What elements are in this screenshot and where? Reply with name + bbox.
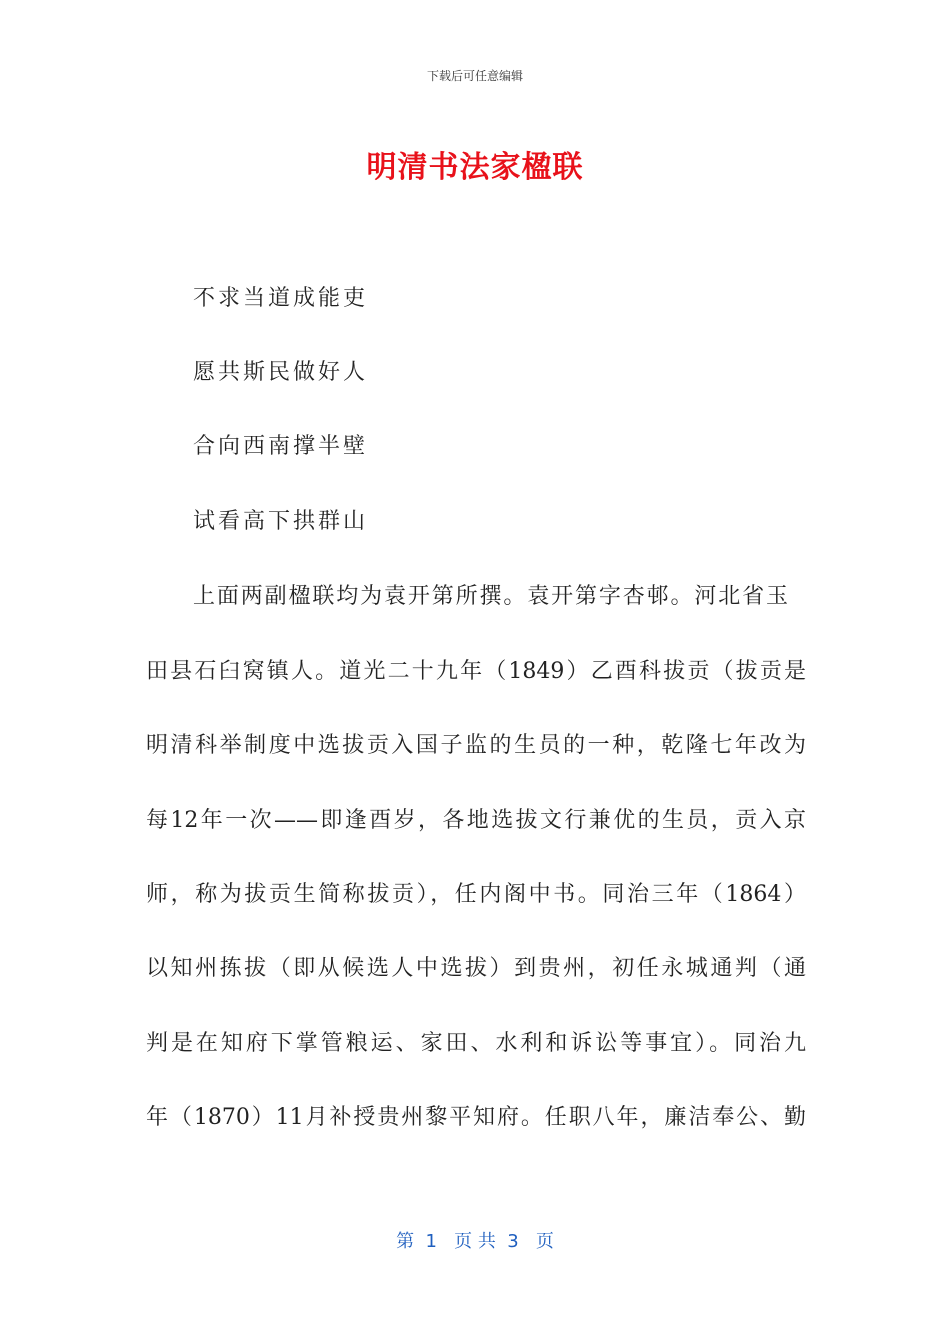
paragraph-line: 年（1870）11月补授贵州黎平知府。任职八年，廉洁奉公、勤 (146, 1105, 806, 1130)
paragraph-line: 师，称为拔贡生简称拔贡），任内阁中书。同治三年（1864） (146, 882, 806, 907)
paragraph-line: 每12年一次——即逢酉岁，各地选拔文行兼优的生员，贡入京 (146, 808, 806, 833)
header-note: 下载后可任意编辑 (426, 69, 523, 83)
document-title: 明清书法家楹联 (366, 150, 584, 185)
paragraph-line: 以知州拣拔（即从候选人中选拔）到贵州，初任永城通判（通 (146, 956, 806, 981)
paragraph-line: 判是在知府下掌管粮运、家田、水利和诉讼等事宜）。同治九 (146, 1031, 806, 1056)
couplet-line: 不求当道成能吏 (193, 286, 369, 311)
couplet-line: 愿共斯民做好人 (193, 360, 369, 385)
paragraph-line: 上面两副楹联均为袁开第所撰。袁开第字杏邨。河北省玉 (193, 584, 788, 609)
paragraph-line: 明清科举制度中选拔贡入国子监的生员的一种，乾隆七年改为 (146, 733, 806, 758)
paragraph-line: 田县石臼窝镇人。道光二十九年（1849）乙酉科拔贡（拔贡是 (146, 659, 806, 684)
couplet-line: 试看高下拱群山 (193, 509, 369, 534)
couplet-line: 合向西南撑半壁 (193, 434, 369, 459)
page-number-footer: 第 1 页 共 3 页 (396, 1231, 554, 1252)
